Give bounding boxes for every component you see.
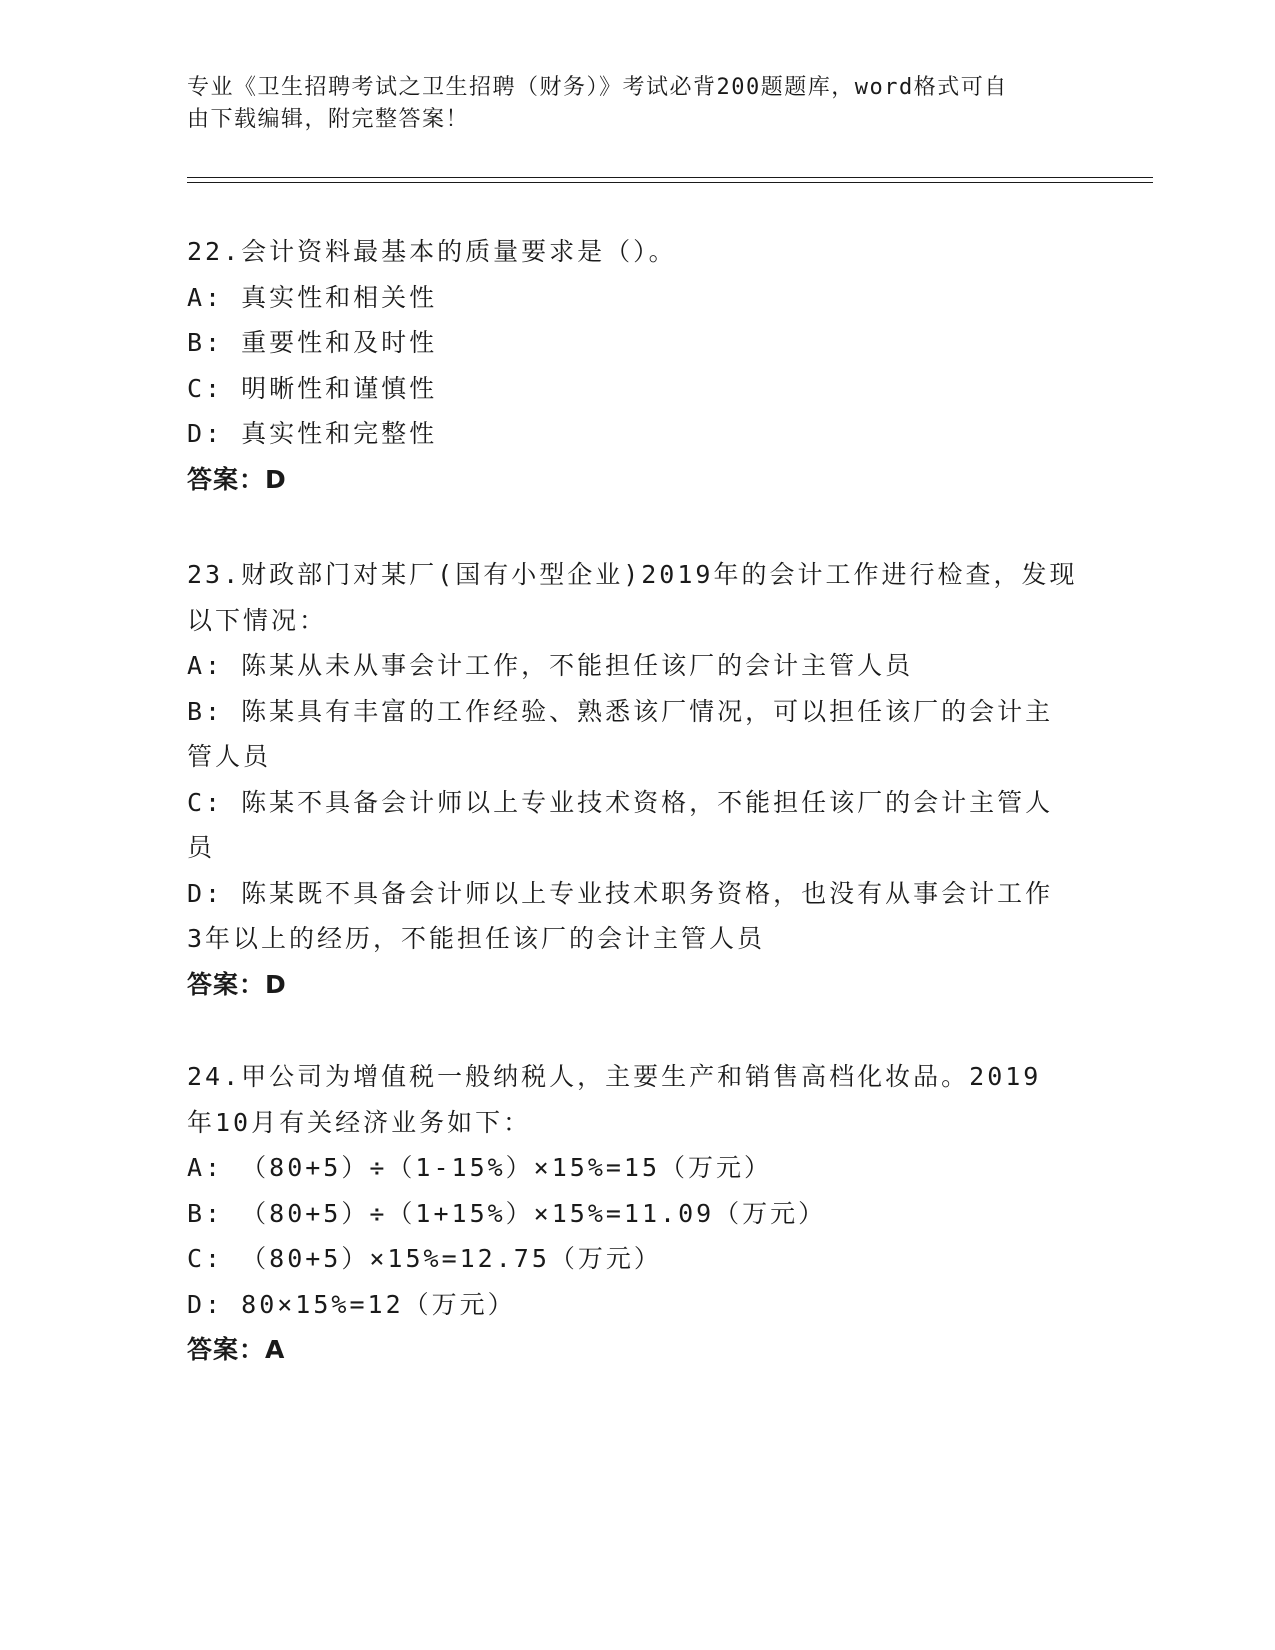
- option-d: D: 80×15%=12（万元）: [187, 1289, 516, 1319]
- option-a: A: （80+5）÷（1-15%）×15%=15（万元）: [187, 1153, 773, 1182]
- question-23: [187, 552, 1087, 1007]
- question-22: [187, 229, 1087, 502]
- option-b: B: 重要性和及时性: [187, 328, 438, 357]
- option-a: A: 真实性和相关性: [187, 282, 438, 312]
- answer: 答案：D: [187, 969, 287, 999]
- option-b: B: 陈某具有丰富的工作经验、熟悉该厂情况，可以担任该厂的会计主: [187, 696, 1054, 726]
- option-b: B: （80+5）÷（1+15%）×15%=11.09（万元）: [187, 1198, 827, 1228]
- document-header: [187, 72, 1087, 136]
- option-c-continued: 员: [187, 833, 216, 862]
- header-rule-top: [187, 177, 1153, 178]
- option-c: C: （80+5）×15%=12.75（万元）: [187, 1244, 662, 1273]
- answer: 答案：A: [187, 1335, 286, 1364]
- option-a: A: 陈某从未从事会计工作，不能担任该厂的会计主管人员: [187, 651, 914, 680]
- question-stem-continued: 以下情况：: [187, 605, 328, 635]
- option-b-continued: 管人员: [187, 742, 272, 771]
- question-stem-continued: 年10月有关经济业务如下：: [187, 1107, 532, 1137]
- header-line-2: 由下载编辑，附完整答案！: [187, 107, 470, 132]
- option-c: C: 陈某不具备会计师以上专业技术资格，不能担任该厂的会计主管人: [187, 787, 1054, 817]
- question-stem: 22.会计资料最基本的质量要求是（）。: [187, 237, 677, 266]
- question-24: [187, 1054, 1087, 1373]
- answer: 答案：D: [187, 464, 287, 494]
- question-stem: 23.财政部门对某厂(国有小型企业)2019年的会计工作进行检查，发现: [187, 560, 1078, 589]
- option-d: D: 真实性和完整性: [187, 419, 438, 448]
- header-line-1: 专业《卫生招聘考试之卫生招聘（财务）》考试必背200题题库，word格式可自: [187, 75, 1008, 100]
- option-d: D: 陈某既不具备会计师以上专业技术职务资格，也没有从事会计工作: [187, 878, 1054, 908]
- header-rule-bottom: [187, 182, 1153, 183]
- question-stem: 24.甲公司为增值税一般纳税人，主要生产和销售高档化妆品。2019: [187, 1062, 1042, 1091]
- option-c: C: 明晰性和谨慎性: [187, 373, 438, 403]
- option-d-continued: 3年以上的经历，不能担任该厂的会计主管人员: [187, 924, 766, 953]
